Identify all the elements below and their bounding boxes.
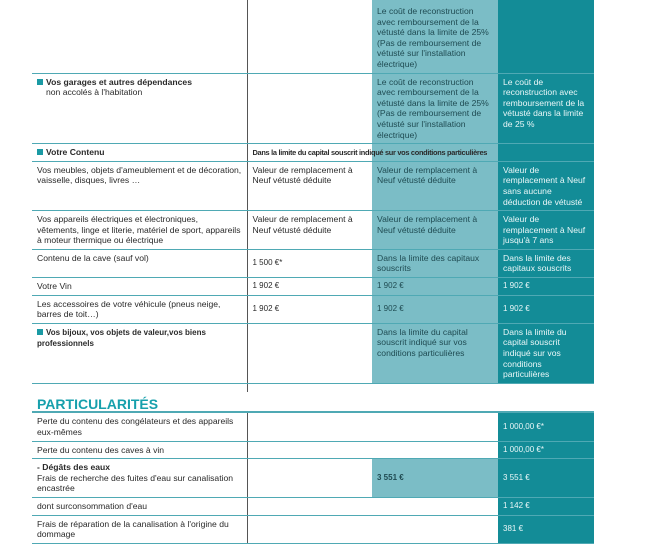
table-row <box>32 497 594 515</box>
cell-col3: Le coût de reconstruction avec remboursement de la vétusté dans la limite de 25% (Pas de remboursement de vétusté sur l'installation électrique) <box>372 0 498 73</box>
condition-text: Dans la limite du capital souscrit indiqué sur vos conditions particulières <box>252 148 488 158</box>
cell-col4: Le coût de reconstruction avec remboursement de la vétusté dans la limite de 25 % <box>498 73 594 144</box>
spacer <box>32 383 247 392</box>
table-row <box>32 515 594 543</box>
row-label: Votre Vin <box>32 278 247 296</box>
cell-col3: 3 551 € <box>372 459 498 498</box>
row-label-bold: - Dégâts des eaux <box>37 462 111 473</box>
cell-col2: 1 902 € <box>247 295 372 323</box>
row-label: Perte du contenu des caves à vin <box>32 441 247 459</box>
cell-col3: 1 902 € <box>372 295 498 323</box>
row-label: Perte du contenu des congélateurs et des appareils eux-mêmes <box>32 412 247 441</box>
condition-cell <box>247 144 488 162</box>
cell-col4: 1 902 € <box>498 295 594 323</box>
section-header-contenu <box>32 144 594 162</box>
row-label <box>32 0 247 73</box>
section-label <box>32 144 247 162</box>
table-row <box>32 278 594 296</box>
cell-col2: 1 500 €* <box>247 249 372 277</box>
teal-square-bullet-icon <box>37 79 43 85</box>
cell-col2 <box>247 412 372 441</box>
cell-col3: Dans la limite des capitaux souscrits <box>372 249 498 277</box>
cell-col4: 1 902 € <box>498 278 594 296</box>
table-row <box>32 412 594 441</box>
cell-col3 <box>372 441 498 459</box>
cell-col2 <box>247 515 372 543</box>
section-title: Votre Contenu <box>46 147 105 158</box>
cell-col3: Le coût de reconstruction avec remboursement de la vétusté dans la limite de 25% (Pas de remboursement de vétusté sur l'installation électrique) <box>372 73 498 144</box>
row-label <box>32 459 247 498</box>
section-title: PARTICULARITÉS <box>32 392 594 413</box>
cell-col3 <box>372 515 498 543</box>
row-label: Vos appareils électriques et électroniques, vêtements, linge et literie, matériel de sport, appareils à moteur thermique ou électrique <box>32 211 247 250</box>
cell-col3: Valeur de remplacement à Neuf vétusté déduite <box>372 161 498 210</box>
cell-col2: Valeur de remplacement à Neuf vétusté déduite <box>247 211 372 250</box>
cell-col4: Valeur de remplacement à Neuf jusqu'à 7 ans <box>498 211 594 250</box>
cell-col4: 1 142 € <box>498 497 594 515</box>
cell-col2: 1 902 € <box>247 278 372 296</box>
cell-col4: 3 551 € <box>498 459 594 498</box>
section-header-particularites <box>32 392 594 413</box>
cell-col2 <box>247 459 372 498</box>
row-label <box>32 73 247 144</box>
cell-col4: Dans la limite du capital souscrit indiqué sur vos conditions particulières <box>498 323 594 383</box>
cell-col4: 381 € <box>498 515 594 543</box>
cell-col4: Valeur de remplacement à Neuf sans aucune déduction de vétusté <box>498 161 594 210</box>
row-label: Frais de réparation de la canalisation à l'origine du dommage <box>32 515 247 543</box>
row-label-bold: Vos garages et autres dépendances <box>46 76 192 87</box>
cell-col2 <box>247 73 372 144</box>
row-label-rest: non accolés à l'habitation <box>46 87 143 98</box>
table-row <box>32 249 594 277</box>
teal-square-bullet-icon <box>37 149 43 155</box>
table-row <box>32 73 594 144</box>
table-row <box>32 295 594 323</box>
table-row <box>32 0 594 73</box>
guarantee-table <box>32 0 594 544</box>
cell-col3: 1 902 € <box>372 278 498 296</box>
spacer-row <box>32 383 594 392</box>
row-label-bold: Vos bijoux, vos objets de valeur,vos biens professionnels <box>37 327 206 349</box>
cell-col3 <box>372 497 498 515</box>
cell-col2 <box>247 441 372 459</box>
cell-col3: Dans la limite du capital souscrit indiqué sur vos conditions particulières <box>372 323 498 383</box>
teal-square-bullet-icon <box>37 329 43 335</box>
cell-col2 <box>247 0 372 73</box>
table-row <box>32 323 594 383</box>
insurance-guarantee-table-page <box>32 0 594 544</box>
cell-col3 <box>372 412 498 441</box>
spacer <box>247 383 594 392</box>
row-label: dont surconsommation d'eau <box>32 497 247 515</box>
table-row <box>32 211 594 250</box>
row-label <box>32 323 247 383</box>
table-row <box>32 459 594 498</box>
cell-col4: 1 000,00 €* <box>498 441 594 459</box>
cell-col4 <box>498 0 594 73</box>
cell-col2 <box>247 497 372 515</box>
cell-col4 <box>498 144 594 162</box>
table-row <box>32 441 594 459</box>
table-row <box>32 161 594 210</box>
row-label: Vos meubles, objets d'ameublement et de décoration, vaisselle, disques, livres … <box>32 161 247 210</box>
cell-col3: Valeur de remplacement à Neuf vétusté déduite <box>372 211 498 250</box>
row-label-rest: Frais de recherche des fuites d'eau sur canalisation encastrée <box>37 472 234 494</box>
cell-col4: Dans la limite des capitaux souscrits <box>498 249 594 277</box>
row-label: Contenu de la cave (sauf vol) <box>32 249 247 277</box>
cell-col2: Valeur de remplacement à Neuf vétusté déduite <box>247 161 372 210</box>
cell-col2 <box>247 323 372 383</box>
row-label: Les accessoires de votre véhicule (pneus neige, barres de toit…) <box>32 295 247 323</box>
cell-col4: 1 000,00 €* <box>498 412 594 441</box>
